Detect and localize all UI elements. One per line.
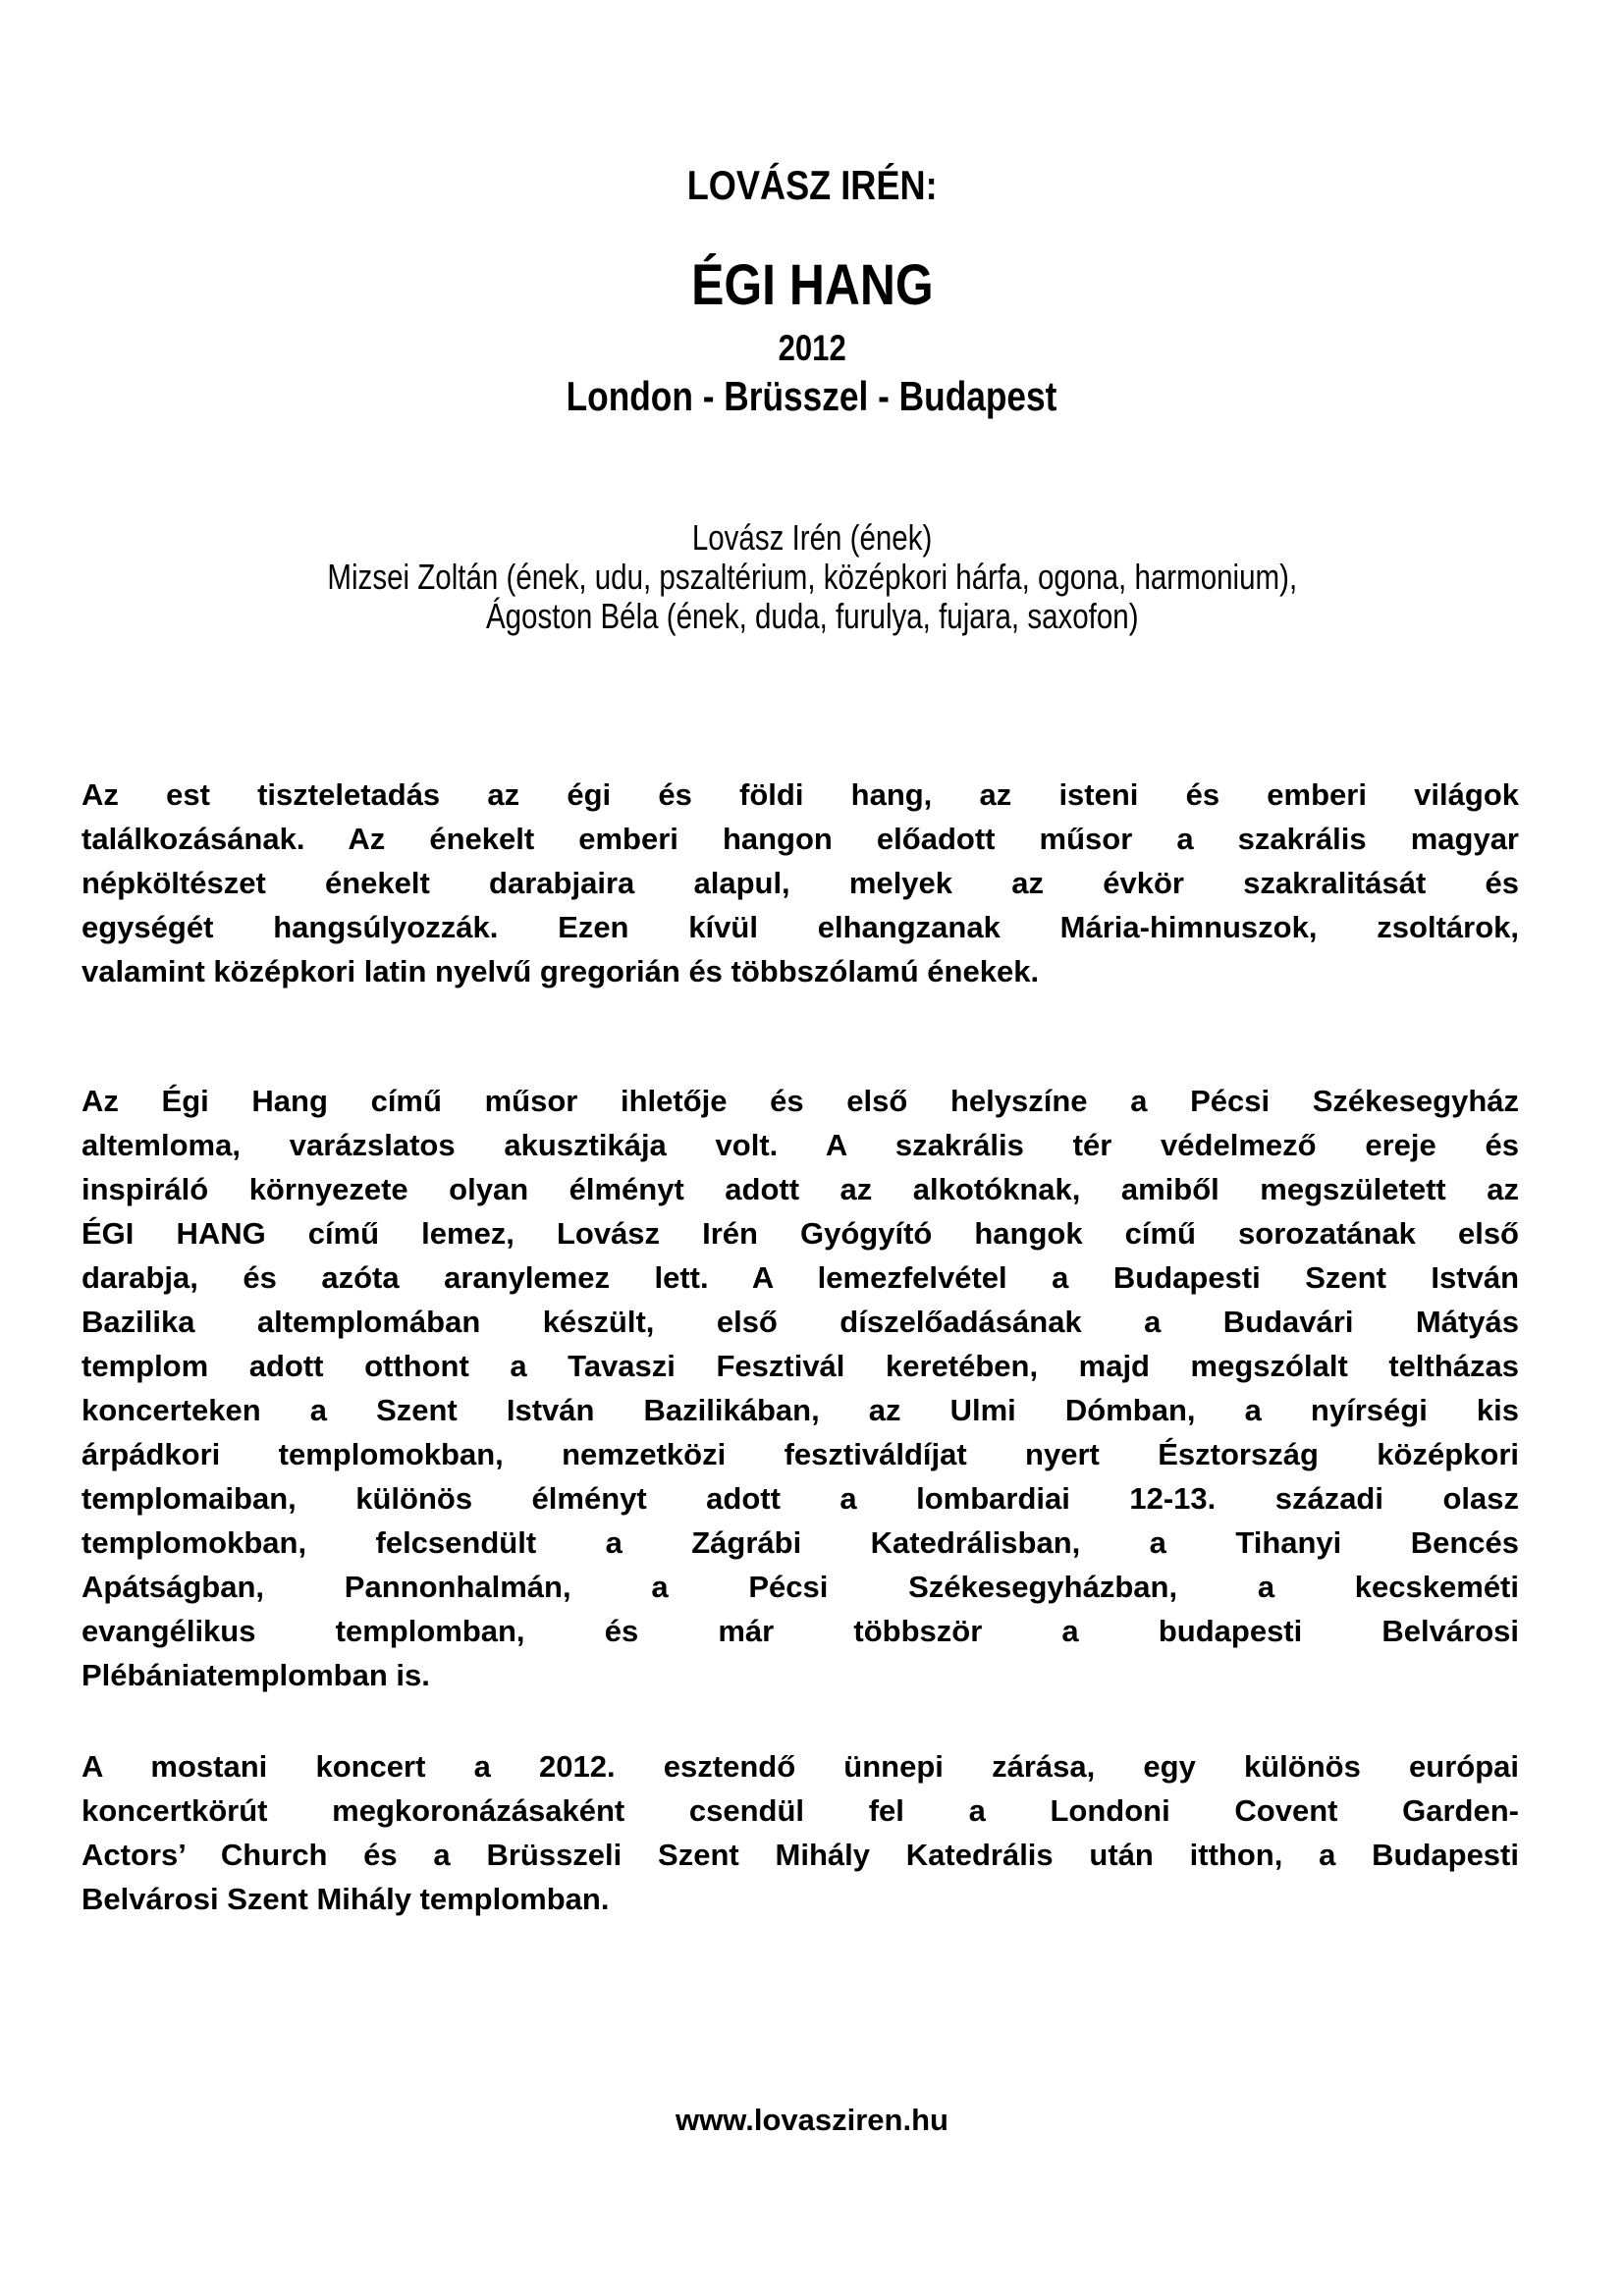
paragraph-line-text: inspiráló környezete olyan élményt adott az alkotóknak, amiből megszületett az: [81, 1172, 1519, 1206]
paragraph-intro: [81, 773, 1519, 993]
paragraph-line: [81, 1833, 1519, 1877]
paragraph-line-text: árpádkori templomokban, nemzetközi fesztiváldíjat nyert Észtország középkori: [81, 1437, 1519, 1471]
paragraph-line-text: templomokban, felcsendült a Zágrábi Katedrálisban, a Tihanyi Bencés: [81, 1525, 1519, 1560]
paragraph-line-text: Az Égi Hang című műsor ihletője és első helyszíne a Pécsi Székesegyház: [81, 1084, 1519, 1118]
paragraph-line: [81, 1744, 1519, 1789]
paragraph-current-concert: [81, 1744, 1519, 1921]
credit-line: [0, 518, 1624, 558]
paragraph-line: [81, 1123, 1519, 1167]
paragraph-line: [81, 1877, 1519, 1921]
tour-cities-text: London - Brüsszel - Budapest: [567, 373, 1057, 419]
tour-cities: [0, 373, 1624, 419]
paragraph-line: [81, 1521, 1519, 1565]
paragraph-line-text: evangélikus templomban, és már többször a budapesti Belvárosi: [81, 1614, 1519, 1648]
paragraph-line-text: népköltészet énekelt darabjaira alapul, melyek az évkör szakralitását és: [81, 866, 1519, 900]
paragraph-line: [81, 1079, 1519, 1123]
paragraph-line-text: darabja, és azóta aranylemez lett. A lemezfelvétel a Budapesti Szent István: [81, 1260, 1519, 1295]
paragraph-line: [81, 1653, 1519, 1697]
paragraph-line: [81, 1167, 1519, 1211]
paragraph-line-text: A mostani koncert a 2012. esztendő ünnepi zárása, egy különös európai: [81, 1749, 1519, 1784]
credit-mizsei-zoltan: Mizsei Zoltán (ének, udu, pszaltérium, középkori hárfa, ogona, harmonium),: [327, 557, 1297, 597]
paragraph-line-text: Actors’ Church és a Brüsszeli Szent Mihály Katedrális után itthon, a Budapesti: [81, 1838, 1519, 1872]
program-year: [0, 330, 1624, 366]
paragraph-line-text: altemloma, varázslatos akusztikája volt. A szakrális tér védelmező ereje és: [81, 1128, 1519, 1162]
paragraph-line-text: Apátságban, Pannonhalmán, a Pécsi Székesegyházban, a kecskeméti: [81, 1570, 1519, 1604]
credit-agoston-bela: Ágoston Béla (ének, duda, furulya, fujara, saxofon): [485, 596, 1139, 636]
paragraph-line-text: valamint középkori latin nyelvű gregorián és többszólamú énekek.: [81, 954, 1040, 988]
paragraph-line-text: Plébániatemplomban is.: [81, 1658, 430, 1692]
paragraph-line: [81, 1211, 1519, 1255]
paragraph-line-text: egységét hangsúlyozzák. Ezen kívül elhangzanak Mária-himnuszok, zsoltárok,: [81, 910, 1519, 944]
program-year-text: 2012: [778, 328, 846, 368]
paragraph-line-text: Az est tiszteletadás az égi és földi hang, az isteni és emberi világok: [81, 777, 1519, 812]
paragraph-line: [81, 1789, 1519, 1833]
paragraph-line: [81, 773, 1519, 817]
paragraph-line: [81, 1609, 1519, 1653]
paragraph-line: [81, 949, 1519, 993]
paragraph-line-text: Belvárosi Szent Mihály templomban.: [81, 1882, 610, 1916]
paragraph-line-text: koncertkörút megkoronázásaként csendül fel a Londoni Covent Garden-: [81, 1793, 1519, 1828]
credit-line: [0, 597, 1624, 636]
performer-credits: [0, 518, 1624, 636]
paragraph-line-text: templom adott otthont a Tavaszi Fesztivál keretében, majd megszólalt teltházas: [81, 1349, 1519, 1383]
paragraph-line-text: koncerteken a Szent István Bazilikában, az Ulmi Dómban, a nyírségi kis: [81, 1393, 1519, 1427]
paragraph-line: [81, 1255, 1519, 1300]
paragraph-line: [81, 1344, 1519, 1388]
paragraph-line-text: találkozásának. Az énekelt emberi hangon előadott műsor a szakrális magyar: [81, 822, 1519, 856]
paragraph-line: [81, 905, 1519, 949]
paragraph-line-text: templomaiban, különös élményt adott a lombardiai 12-13. századi olasz: [81, 1481, 1519, 1516]
website-footer: [0, 2105, 1624, 2135]
paragraph-line: [81, 1476, 1519, 1521]
paragraph-line: [81, 1300, 1519, 1344]
credit-lovasz-iren: Lovász Irén (ének): [691, 517, 933, 558]
paragraph-line-text: Bazilika altemplomában készült, első díszelőadásának a Budavári Mátyás: [81, 1305, 1519, 1339]
paragraph-history: [81, 1079, 1519, 1697]
paragraph-line: [81, 861, 1519, 905]
author-name: LOVÁSZ IRÉN:: [686, 162, 938, 208]
credit-line: [0, 558, 1624, 597]
paragraph-line-text: ÉGI HANG című lemez, Lovász Irén Gyógyító hangok című sorozatának első: [81, 1216, 1519, 1251]
paragraph-line: [81, 1432, 1519, 1476]
program-title: [0, 253, 1624, 317]
paragraph-line: [81, 1565, 1519, 1609]
paragraph-line: [81, 817, 1519, 861]
paragraph-line: [81, 1388, 1519, 1432]
program-title-text: ÉGI HANG: [690, 253, 934, 317]
website-link[interactable]: www.lovasziren.hu: [676, 2103, 948, 2137]
author-heading: [0, 162, 1624, 208]
